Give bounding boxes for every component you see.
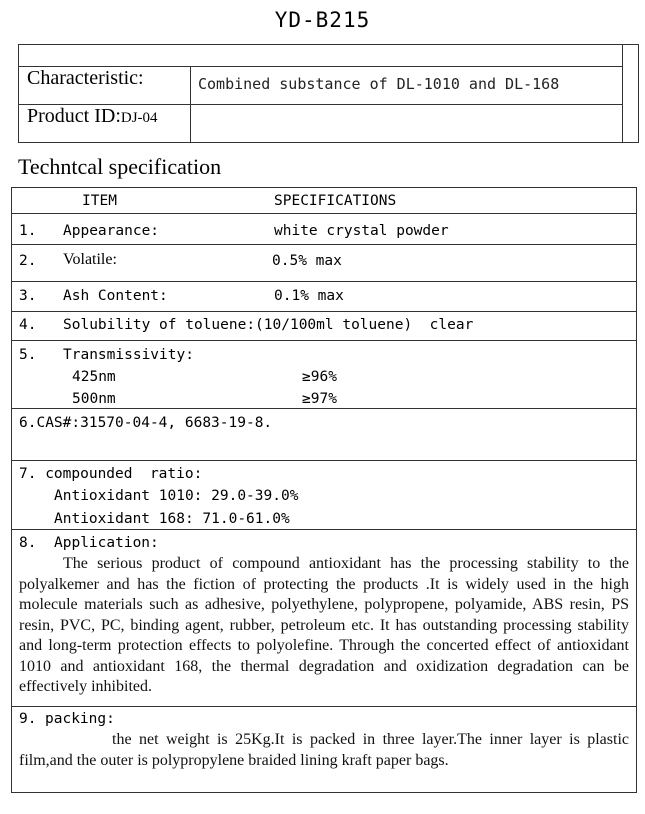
info-table — [18, 44, 623, 143]
row-divider — [11, 281, 636, 282]
product-id — [27, 105, 158, 128]
section-heading: Techntcal specification — [18, 154, 222, 179]
application-label: Application: — [54, 535, 159, 551]
row-divider — [11, 213, 636, 214]
wavelength-500: 500nm — [72, 391, 116, 407]
transmissivity-value-500: ≥97% — [302, 391, 337, 407]
row-divider — [11, 706, 636, 707]
volatile-label: Volatile: — [63, 251, 117, 268]
product-id-label: Product ID: — [27, 105, 121, 127]
appearance-label: Appearance: — [63, 223, 160, 239]
ash-content-label: Ash Content: — [63, 288, 168, 304]
application-description: The serious product of compound antioxidant has the processing stability to the polyalkemer and has the fiction of protecting the products .It is widely used in the high molecule materials such as adhesive, polyethylene, polypropene, polyamide, ABS resin, PS resin, PVC, PC, binding agent, rubber, petroleum etc. It has outstanding processing stability and long-term protection effects to polyolefine. Through the concerted effect of antioxidant 1010 and antioxidant 168, the thermal degradation and oxidization degradation can be effectively inhibited. — [19, 555, 629, 695]
column-header-item: ITEM — [82, 193, 117, 209]
appearance-value: white crystal powder — [274, 223, 449, 239]
document-title: YD-B215 — [274, 8, 371, 32]
row-divider — [11, 460, 636, 461]
row-number: 9. — [19, 711, 37, 727]
row-number: 5. — [19, 347, 37, 363]
row-number: 3. — [19, 288, 37, 304]
row-divider — [11, 244, 636, 245]
row-divider — [11, 529, 636, 530]
row-divider — [11, 311, 636, 312]
row-divider — [11, 408, 636, 409]
product-id-value: DJ-04 — [120, 110, 158, 126]
row-number: 4. — [19, 317, 37, 333]
transmissivity-value-425: ≥96% — [302, 369, 337, 385]
ash-content-value: 0.1% max — [274, 288, 344, 304]
info-extra-column — [621, 44, 639, 143]
wavelength-425: 425nm — [72, 369, 116, 385]
solubility-text: Solubility of toluene:(10/100ml toluene) clear — [63, 317, 474, 333]
ratio-antioxidant-168: Antioxidant 168: 71.0-61.0% — [54, 511, 290, 527]
ratio-antioxidant-1010: Antioxidant 1010: 29.0-39.0% — [54, 488, 299, 504]
characteristic-value: Combined substance of DL-1010 and DL-168 — [198, 75, 560, 93]
compounded-ratio-title: 7. compounded ratio: — [19, 466, 203, 482]
cas-number: 6.CAS#:31570-04-4, 6683-19-8. — [19, 415, 273, 431]
row-number: 2. — [19, 253, 37, 269]
packing-description: the net weight is 25Kg.It is packed in three layer.The inner layer is plastic film,and the outer is polypropylene braided lining kraft paper bags. — [19, 731, 629, 769]
row-number: 1. — [19, 223, 37, 239]
info-column-divider — [190, 66, 191, 142]
volatile-value: 0.5% max — [272, 253, 342, 269]
packing-label: packing: — [45, 711, 115, 727]
row-divider — [11, 340, 636, 341]
characteristic-label: Characteristic: — [27, 67, 144, 89]
column-header-specifications: SPECIFICATIONS — [274, 193, 397, 209]
row-number: 8. — [19, 535, 37, 551]
transmissivity-label: Transmissivity: — [63, 347, 194, 363]
